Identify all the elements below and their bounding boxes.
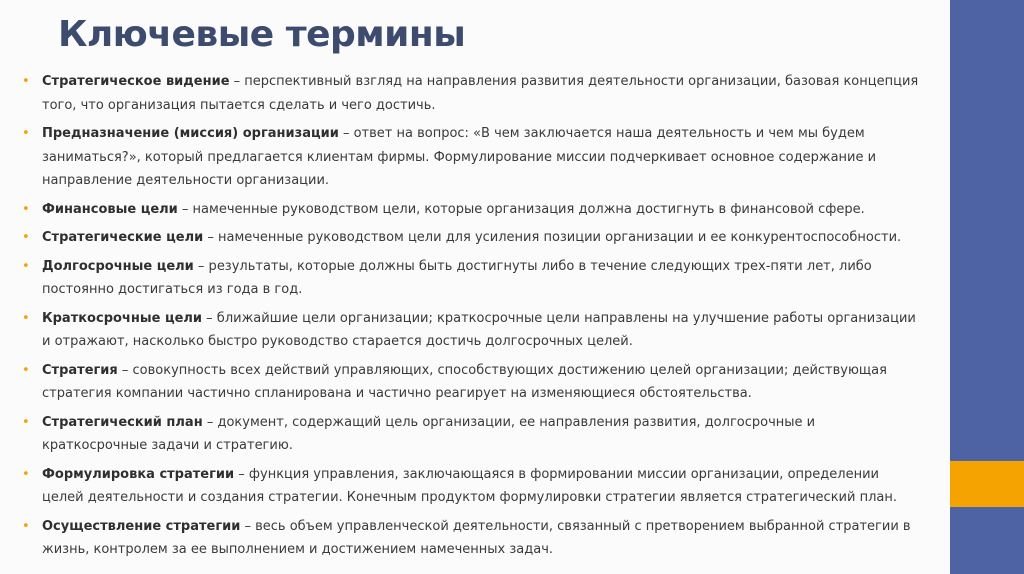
term-item	[22, 198, 922, 222]
term-definition: – совокупность всех действий управляющих, способствующих достижению целей организации; действующая стратегия компании частично спланирована и частично реагирует на изменяющиеся обстоятельства.	[42, 362, 887, 401]
term-item	[22, 359, 922, 406]
bullet-icon: •	[22, 74, 30, 89]
term-item	[22, 463, 922, 510]
bullet-icon: •	[22, 310, 30, 326]
term-definition: – ближайшие цели организации; краткосрочные цели направлены на улучшение работы организации и отражают, насколько быстро руководство старается достичь долгосрочных целей.	[42, 310, 916, 349]
bullet-icon: •	[22, 126, 30, 141]
term-item	[22, 226, 922, 250]
sidebar-orange-accent	[950, 461, 1024, 507]
slide-title: Ключевые термины	[58, 14, 466, 55]
term-name: Долгосрочные цели	[42, 258, 194, 274]
bullet-icon: •	[22, 414, 30, 430]
bullet-icon: •	[22, 466, 30, 482]
term-name: Предназначение (миссия) организации	[42, 126, 339, 141]
bullet-icon: •	[22, 518, 30, 534]
term-item	[22, 411, 922, 458]
terms-list	[22, 70, 922, 567]
term-item	[22, 255, 922, 302]
bullet-icon: •	[22, 201, 30, 217]
term-name: Формулировка стратегии	[42, 466, 235, 482]
bullet-icon: •	[22, 230, 30, 245]
term-definition: – намеченные руководством цели для усиления позиции организации и ее конкурентоспособности.	[203, 230, 902, 245]
term-name: Стратегическое видение	[42, 74, 230, 89]
term-definition: – результаты, которые должны быть достигнуты либо в течение следующих трех-пяти лет, либо постоянно достигаться из года в год.	[42, 258, 872, 297]
term-name: Стратегический план	[42, 414, 203, 430]
term-name: Финансовые цели	[42, 201, 178, 217]
term-definition: – документ, содержащий цель организации, ее направления развития, долгосрочные и краткосрочные задачи и стратегию.	[42, 414, 816, 453]
term-definition: – ответ на вопрос: «В чем заключается наша деятельность и чем мы будем заниматься?», который предлагается клиентам фирмы. Формулирование миссии подчеркивает основное содержание и направление деятельности организации.	[42, 126, 877, 188]
term-definition: – намеченные руководством цели, которые организация должна достигнуть в финансовой сфере.	[177, 201, 865, 217]
term-item	[22, 122, 922, 193]
term-item	[22, 515, 922, 562]
term-name: Стратегия	[42, 362, 118, 378]
term-definition: – весь объем управленческой деятельности, связанный с претворением выбранной стратегии в жизнь, контролем за ее выполнением и достижением намеченных задач.	[42, 518, 911, 557]
term-item	[22, 70, 922, 117]
term-name: Краткосрочные цели	[42, 310, 203, 326]
bullet-icon: •	[22, 258, 30, 274]
term-item	[22, 307, 922, 354]
term-definition: – перспективный взгляд на направления развития деятельности организации, базовая концепция того, что организация пытается сделать и чего достичь.	[42, 74, 919, 113]
term-name: Стратегические цели	[42, 230, 204, 245]
term-definition: – функция управления, заключающаяся в формировании миссии организации, определении целей деятельности и создания стратегии. Конечным продуктом формулировки стратегии является стратегический план.	[42, 466, 897, 505]
term-name: Осуществление стратегии	[42, 518, 241, 534]
bullet-icon: •	[22, 362, 30, 378]
